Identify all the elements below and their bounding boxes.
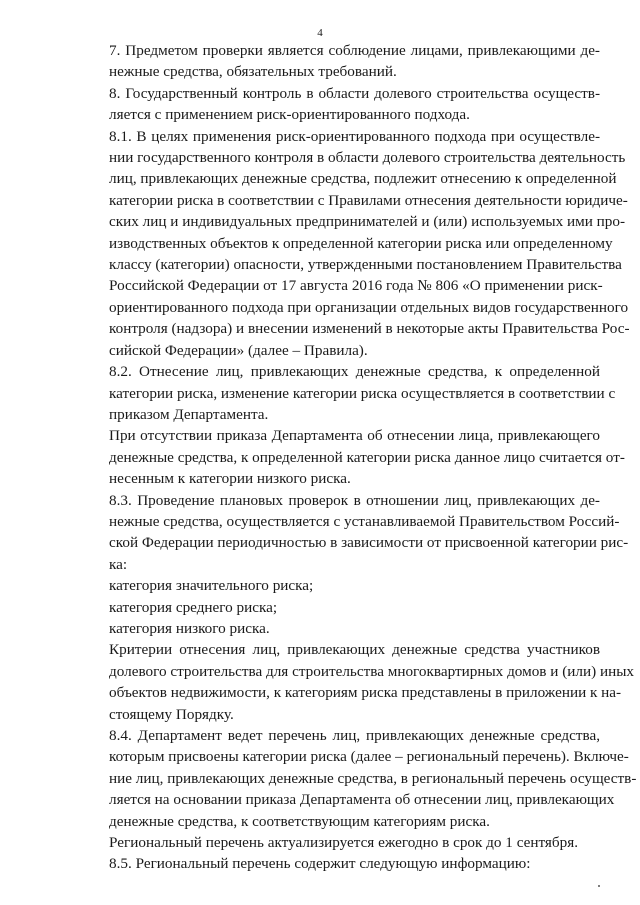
text-line: ка: [109,555,128,573]
text-line: Российской Федерации от 17 августа 2016 года № 806 «О применении риск- [109,277,603,295]
body-text [74,40,637,875]
text-line: Критерии отнесения лиц, привлекающих денежные средства участников [109,641,600,659]
text-line: ляется с применением риск-ориентированного подхода. [109,106,470,124]
text-line: классу (категории) опасности, утвержденными постановлением Правительства [109,256,622,274]
text-line: долевого строительства для строительства многоквартирных домов и (или) иных [109,662,634,680]
text-line: 8.1. В целях применения риск-ориентированного подхода при осуществле- [109,127,600,145]
paragraph-p8-2 [74,361,616,425]
paragraph-p8 [74,83,600,126]
text-line: которым присвоены категории риска (далее – региональный перечень). Включе- [109,748,629,766]
risk-category-item: категория среднего риска; [109,598,278,616]
text-line: ляется на основании приказа Департамента об отнесении лиц, привлекающих [109,791,615,809]
text-line: контроля (надзора) и внесении изменений в некоторые акты Правительства Рос- [109,320,630,338]
paragraph-p8-4b [74,832,600,853]
text-line: ской Федерации периодичностью в зависимости от присвоенной категории рис- [109,534,629,552]
text-line: стоящему Порядку. [109,705,234,723]
text-line: категории риска, изменение категории риска осуществляется в соответствии с [109,384,616,402]
text-line: При отсутствии приказа Департамента об отнесении лица, привлекающего [109,427,600,445]
text-line: категории риска в соответствии с Правилами отнесения деятельности юридиче- [109,191,628,209]
text-line: денежные средства, к соответствующим категориям риска. [109,812,490,830]
text-line: 7. Предметом проверки является соблюдение лицами, привлекающими де- [109,42,600,59]
text-line: изводственных объектов к определенной категории риска или определенному [109,234,613,252]
paragraph-p8-1 [74,126,630,361]
paragraph-p8-2b [74,425,625,489]
text-line: лиц, привлекающих денежные средства, подлежит отнесению к определенной [109,170,617,188]
text-line: ориентированного подхода при организации отдельных видов государственного [109,298,629,316]
risk-category-item: категория значительного риска; [109,577,314,595]
text-line: денежные средства, к определенной категории риска данное лицо считается от- [109,448,625,466]
text-line: объектов недвижимости, к категориям риска представлены в приложении к на- [109,684,622,702]
paragraphs-group [74,40,630,575]
text-line: Региональный перечень актуализируется ежегодно в срок до 1 сентября. [109,834,579,852]
paragraph-p8-4 [74,725,637,832]
scan-speck [598,885,600,887]
paragraph-p-criteria [74,639,634,725]
text-line: 8. Государственный контроль в области долевого строительства осуществ- [109,84,600,102]
text-line: 8.4. Департамент ведет перечень лиц, привлекающих денежные средства, [109,727,600,744]
text-line: 8.3. Проведение плановых проверок в отношении лиц, привлекающих де- [109,491,600,509]
paragraph-p7 [74,40,600,83]
text-line: несенным к категории низкого риска. [109,470,351,488]
text-line: сийской Федерации» (далее – Правила). [109,341,368,359]
paragraph-p8-3 [74,490,629,576]
paragraph-p8-5 [74,853,600,874]
text-line: нии государственного контроля в области долевого строительства деятельность [109,149,626,167]
page-number: 4 [317,27,323,39]
text-line: 8.2. Отнесение лиц, привлекающих денежные средства, к определенной [109,363,600,381]
text-line: нежные средства, обязательных требований. [109,63,397,81]
text-line: приказом Департамента. [109,405,269,423]
risk-category-list [74,575,600,639]
risk-category-item: категория низкого риска. [109,619,270,637]
text-line: ние лиц, привлекающих денежные средства, в региональный перечень осуществ- [109,769,637,787]
paragraphs-after-group [74,639,637,874]
text-line: 8.5. Региональный перечень содержит следующую информацию: [109,855,531,873]
text-line: нежные средства, осуществляется с устанавливаемой Правительством Россий- [109,512,620,530]
text-line: ских лиц и индивидуальных предпринимателей и (или) используемых ими про- [109,213,626,231]
